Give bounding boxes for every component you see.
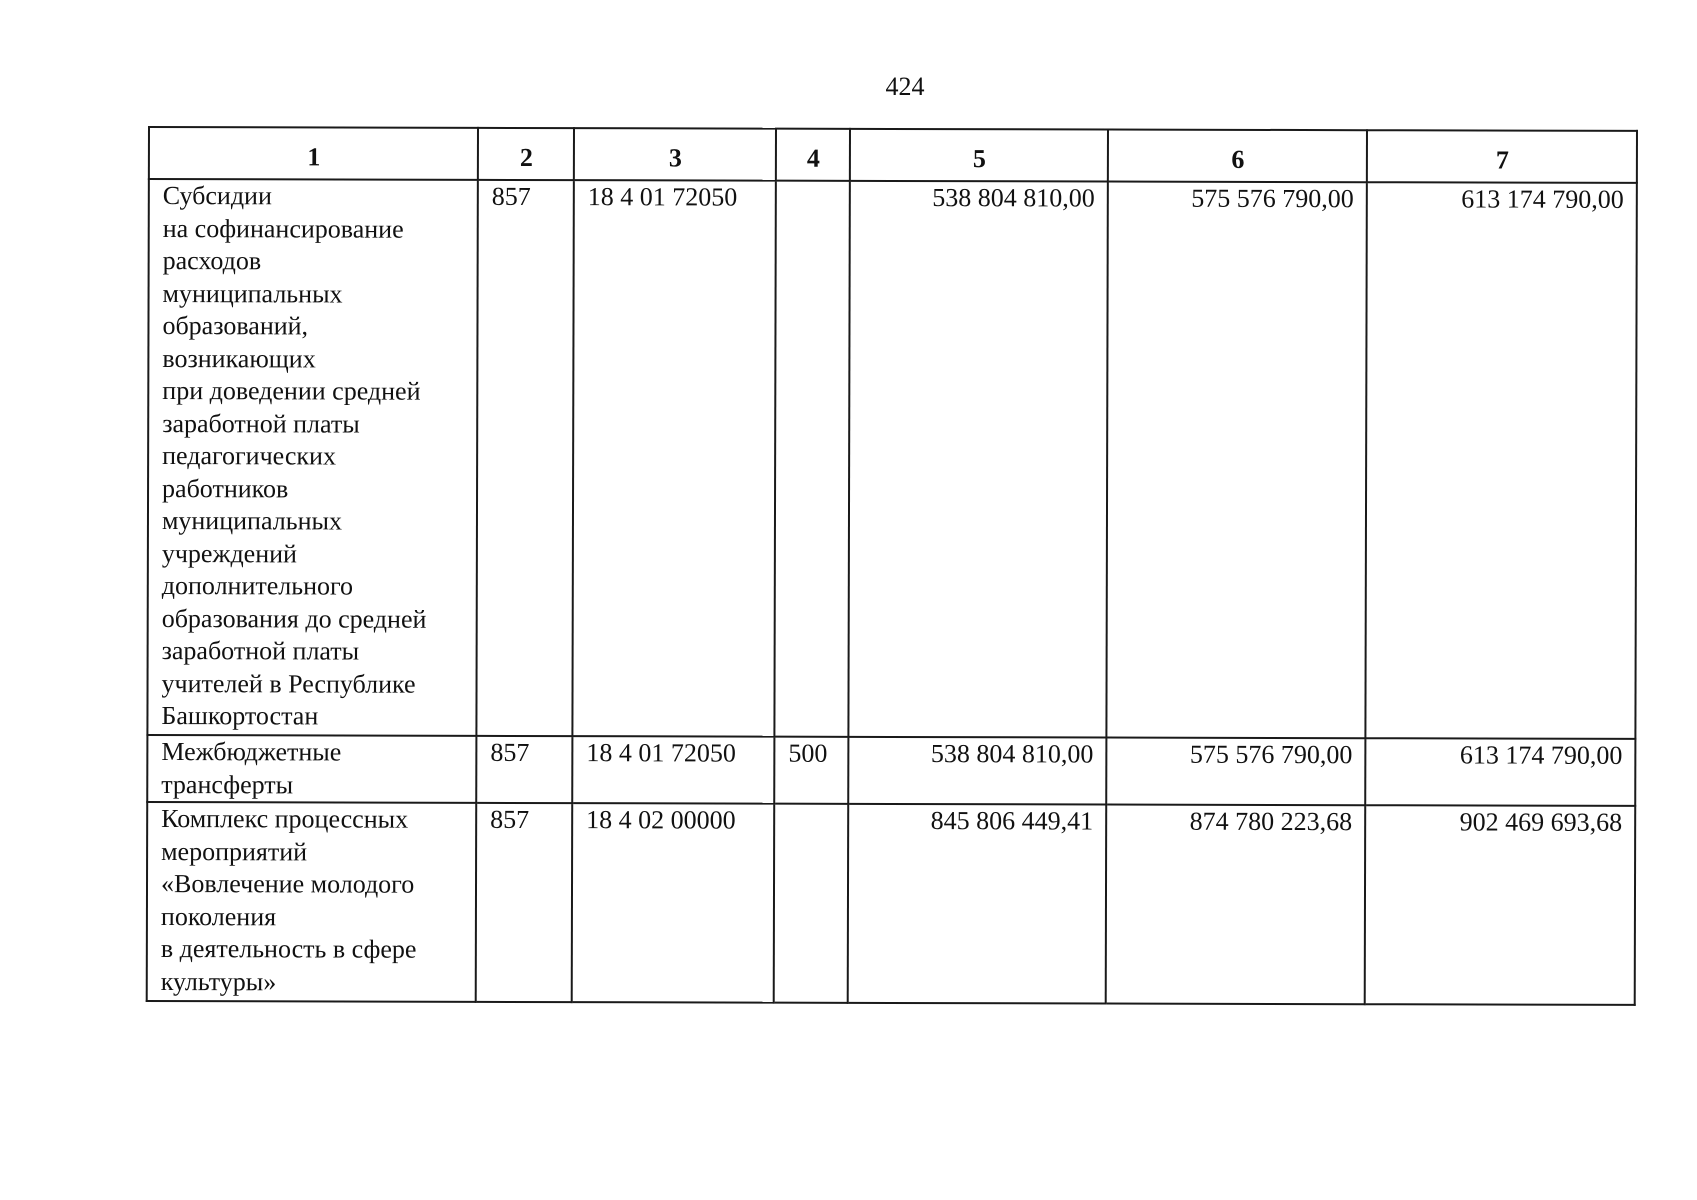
budget-table-container bbox=[146, 126, 1636, 1006]
row-expense-type bbox=[774, 804, 849, 1003]
row-target-code: 18 4 01 72050 bbox=[572, 180, 775, 737]
table-row bbox=[147, 735, 1635, 806]
header-row bbox=[149, 127, 1637, 183]
row-name: Комплекс процессных мероприятий «Вовлечение молодого поколения в деятельность в сфере культуры» bbox=[147, 802, 477, 1002]
row-amount-year-1: 538 804 810,00 bbox=[848, 737, 1106, 805]
row-amount-year-2: 575 576 790,00 bbox=[1106, 182, 1366, 739]
header-col-3: 3 bbox=[574, 128, 776, 181]
budget-table bbox=[146, 126, 1638, 1006]
page-number: 424 bbox=[885, 72, 925, 101]
row-amount-year-1: 538 804 810,00 bbox=[848, 181, 1107, 738]
row-name: Межбюджетные трансферты bbox=[147, 735, 476, 803]
row-amount-year-3: 613 174 790,00 bbox=[1365, 738, 1635, 806]
row-amount-year-2: 874 780 223,68 bbox=[1106, 805, 1366, 1005]
row-admin-code: 857 bbox=[476, 736, 572, 803]
header-col-1: 1 bbox=[149, 127, 478, 180]
row-expense-type: 500 bbox=[774, 737, 848, 804]
row-admin-code: 857 bbox=[476, 803, 573, 1002]
table-row bbox=[147, 179, 1636, 739]
header-col-2: 2 bbox=[478, 128, 574, 180]
header-col-4: 4 bbox=[776, 129, 850, 181]
row-expense-type bbox=[774, 181, 849, 737]
row-name: Субсидии на софинансирование расходов муниципальных образований, возникающих при доведении средней заработной платы педагогических работников муниципальных учреждений дополнительного образования до средней заработной платы учителей в Республике Башкортостан bbox=[147, 179, 477, 736]
table-row bbox=[147, 802, 1636, 1005]
row-target-code: 18 4 01 72050 bbox=[572, 736, 774, 804]
header-col-6: 6 bbox=[1108, 130, 1367, 183]
header-col-5: 5 bbox=[850, 129, 1108, 182]
row-amount-year-1: 845 806 449,41 bbox=[848, 804, 1107, 1004]
row-amount-year-3: 613 174 790,00 bbox=[1365, 182, 1636, 739]
row-admin-code: 857 bbox=[476, 180, 573, 736]
row-target-code: 18 4 02 00000 bbox=[572, 803, 775, 1003]
header-col-7: 7 bbox=[1367, 130, 1637, 183]
row-amount-year-3: 902 469 693,68 bbox=[1365, 805, 1636, 1005]
row-amount-year-2: 575 576 790,00 bbox=[1106, 738, 1365, 806]
